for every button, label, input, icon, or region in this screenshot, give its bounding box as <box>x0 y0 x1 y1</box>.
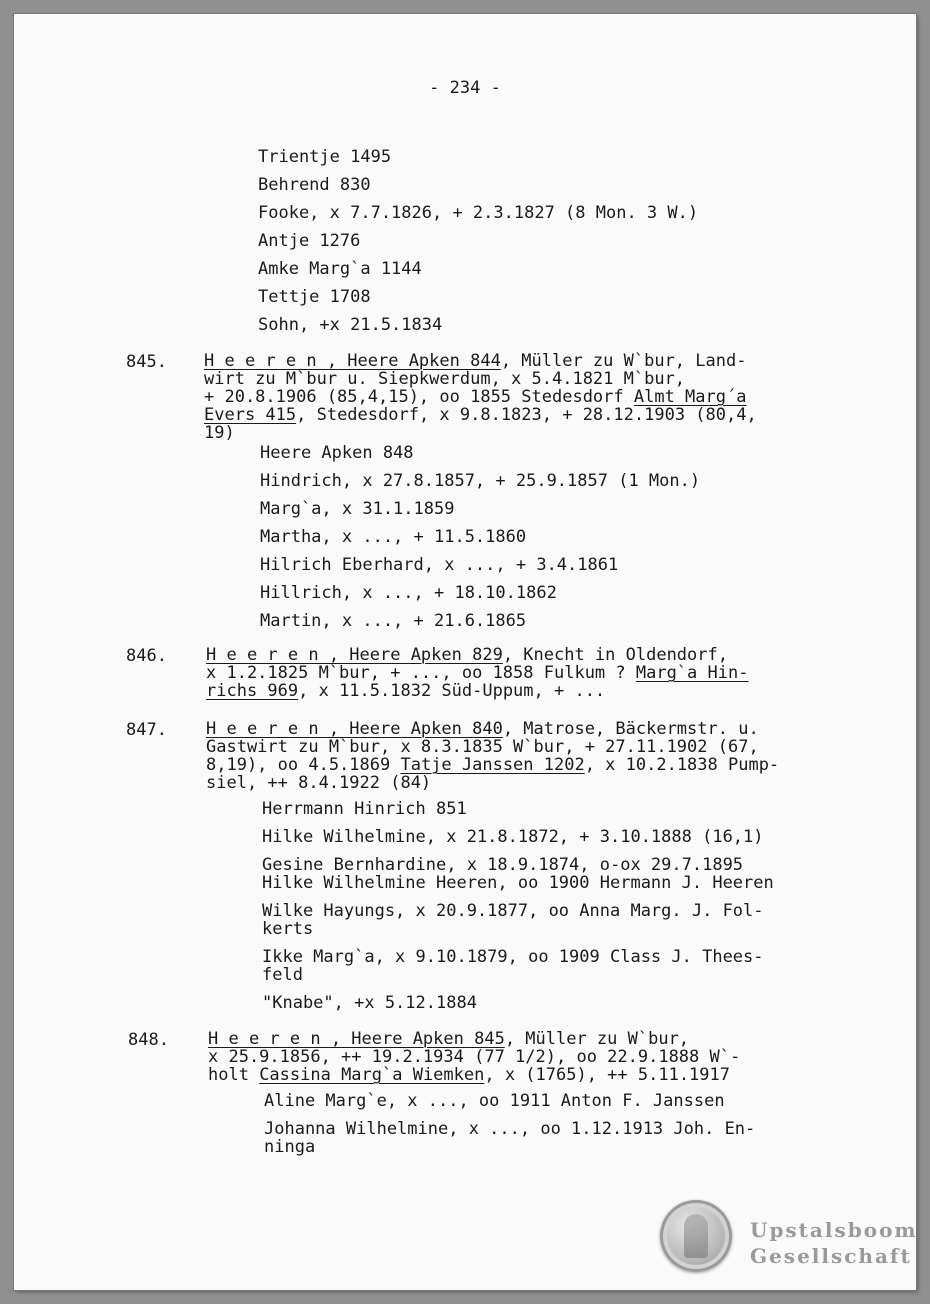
child-line: Aline Marg`e, x ..., oo 1911 Anton F. Janssen <box>264 1091 725 1111</box>
spouse-name: Evers 415 <box>204 405 297 425</box>
entry-head-line <box>204 352 746 370</box>
child-line: Hilrich Eberhard, x ..., + 3.4.1861 <box>260 555 619 575</box>
child-line: Behrend 830 <box>258 175 371 195</box>
entry-head-line: wirt zu M`bur u. Siepkwerdum, x 5.4.1821 M`bur, <box>204 369 686 389</box>
entry-text: , Müller zu W`bur, Land- <box>500 351 747 371</box>
child-line: Sohn, +x 21.5.1834 <box>258 315 443 335</box>
person-name-link: H e e r e n , Heere Apken 829 <box>206 645 503 665</box>
entry-text: , Knecht in Oldendorf, <box>502 645 728 665</box>
child-line: Johanna Wilhelmine, x ..., oo 1.12.1913 Joh. En- ninga <box>264 1119 756 1157</box>
spouse-name: Cassina Marg`a Wiemken <box>259 1065 485 1085</box>
person-name-link: H e e r e n , Heere Apken 840 <box>206 719 503 739</box>
entry-head-line <box>204 406 757 424</box>
entry-text: , Müller zu W`bur, <box>504 1029 690 1049</box>
entry-text: , x (1765), ++ 5.11.1917 <box>484 1065 730 1085</box>
entry-head-line <box>206 720 759 738</box>
entry-text: , Matrose, Bäckermstr. u. <box>502 719 759 739</box>
entry-head-line <box>208 1066 730 1084</box>
child-line: Tettje 1708 <box>258 287 371 307</box>
spouse-name: Almt Marg´a <box>633 387 747 407</box>
entry-text: , x 11.5.1832 Süd-Uppum, + ... <box>298 681 606 701</box>
spouse-name: Tatje Janssen 1202 <box>400 755 585 775</box>
entry-head-line: x 25.9.1856, ++ 19.2.1934 (77 1/2), oo 22.9.1888 W`- <box>208 1047 741 1067</box>
entry-text: , Stedesdorf, x 9.8.1823, + 28.12.1903 (80,4, <box>296 405 757 425</box>
person-name-link: H e e r e n , Heere Apken 845 <box>208 1029 505 1049</box>
document-page <box>14 14 916 1290</box>
entry-head-line <box>206 646 728 664</box>
person-name-link: H e e r e n , Heere Apken 844 <box>204 351 501 371</box>
entry-head-line <box>206 682 605 700</box>
entry-text: , x 10.2.1838 Pump- <box>584 755 780 775</box>
child-line: Ikke Marg`a, x 9.10.1879, oo 1909 Class J. Thees- feld <box>262 947 764 985</box>
child-line: Gesine Bernhardine, x 18.9.1874, o-ox 29.7.1895 Hilke Wilhelmine Heeren, oo 1900 Hermann J. Heeren <box>262 855 774 893</box>
spouse-name: richs 969 <box>206 681 299 701</box>
child-line: Marg`a, x 31.1.1859 <box>260 499 455 519</box>
seal-icon <box>660 1200 732 1272</box>
child-line: Martin, x ..., + 21.6.1865 <box>260 611 527 631</box>
entry-head-line <box>208 1030 689 1048</box>
child-line: Amke Marg`a 1144 <box>258 259 422 279</box>
entry-head-line <box>206 664 748 682</box>
entry-head-line: Gastwirt zu M`bur, x 8.3.1835 W`bur, + 27.11.1902 (67, <box>206 737 759 757</box>
child-line: Trientje 1495 <box>258 147 392 167</box>
child-line: Wilke Hayungs, x 20.9.1877, oo Anna Marg. J. Fol- kerts <box>262 901 764 939</box>
spouse-name: Marg`a Hin- <box>635 663 749 683</box>
child-line: Herrmann Hinrich 851 <box>262 799 467 819</box>
entry-head-line <box>206 756 779 774</box>
entry-text: + 20.8.1906 (85,4,15), oo 1855 Stedesdorf <box>204 387 634 407</box>
child-line: Antje 1276 <box>258 231 361 251</box>
brand-line-1: Upstalsboom <box>750 1218 918 1242</box>
child-line: Fooke, x 7.7.1826, + 2.3.1827 (8 Mon. 3 W.) <box>258 203 699 223</box>
brand-line-2: Gesellschaft <box>750 1244 912 1268</box>
page-number: - 234 - <box>429 78 501 98</box>
entry-text: x 1.2.1825 M`bur, + ..., oo 1858 Fulkum ? <box>206 663 636 683</box>
entry-number: 848. <box>128 1030 169 1050</box>
child-line: Hindrich, x 27.8.1857, + 25.9.1857 (1 Mon.) <box>260 471 701 491</box>
entry-text: 8,19), oo 4.5.1869 <box>206 755 401 775</box>
child-line: Hillrich, x ..., + 18.10.1862 <box>260 583 557 603</box>
entry-head-line: siel, ++ 8.4.1922 (84) <box>206 773 432 793</box>
entry-head-line: 19) <box>204 423 235 443</box>
entry-number: 845. <box>126 352 167 372</box>
child-line: Hilke Wilhelmine, x 21.8.1872, + 3.10.1888 (16,1) <box>262 827 764 847</box>
child-line: Martha, x ..., + 11.5.1860 <box>260 527 527 547</box>
entry-text: holt <box>208 1065 260 1085</box>
entry-head-line <box>204 388 746 406</box>
child-line: "Knabe", +x 5.12.1884 <box>262 993 477 1013</box>
child-line: Heere Apken 848 <box>260 443 414 463</box>
entry-number: 847. <box>126 720 167 740</box>
entry-number: 846. <box>126 646 167 666</box>
